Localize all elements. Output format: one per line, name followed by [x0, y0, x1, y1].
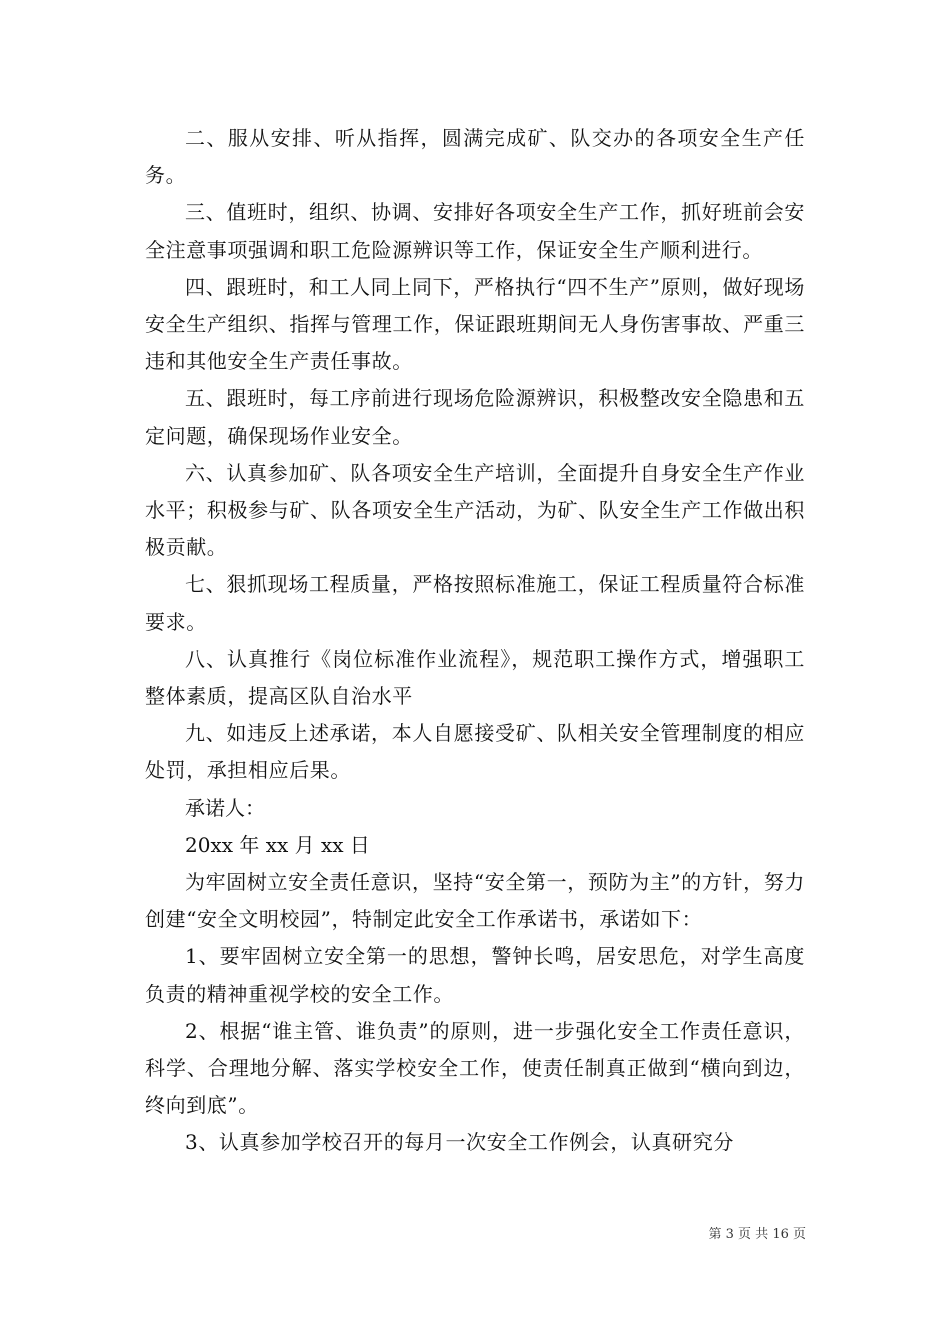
school-pledge-item-3: 3、认真参加学校召开的每月一次安全工作例会，认真研究分 — [185, 1130, 734, 1155]
paragraph-item-8: 八、认真推行《岗位标准作业流程》，规范职工操作方式，增强职工整体素质，提高区队自治水平 — [145, 646, 805, 709]
school-pledge-item-2: 2、根据“谁主管、谁负责”的原则，进一步强化安全工作责任意识，科学、合理地分解、落实学校安全工作，使责任制真正做到“横向到边，终向到底”。 — [145, 1018, 805, 1118]
paragraph-item-7: 七、狠抓现场工程质量，严格按照标准施工，保证工程质量符合标准要求。 — [145, 572, 805, 634]
paragraph-item-5: 五、跟班时，每工序前进行现场危险源辨识，积极整改安全隐患和五定问题，确保现场作业安全。 — [145, 386, 805, 448]
paragraph-item-2: 二、服从安排、听从指挥，圆满完成矿、队交办的各项安全生产任务。 — [145, 126, 805, 188]
signature-date: 20xx 年 xx 月 xx 日 — [185, 832, 370, 857]
school-pledge-intro: 为牢固树立安全责任意识，坚持“安全第一，预防为主”的方针，努力创建“安全文明校园”，特制定此安全工作承诺书，承诺如下： — [145, 870, 805, 932]
school-pledge-item-1: 1、要牢固树立安全第一的思想，警钟长鸣，居安思危，对学生高度负责的精神重视学校的安全工作。 — [145, 944, 805, 1006]
paragraph-item-9: 九、如违反上述承诺，本人自愿接受矿、队相关安全管理制度的相应处罚，承担相应后果。 — [145, 721, 805, 783]
paragraph-item-6: 六、认真参加矿、队各项安全生产培训，全面提升自身安全生产作业水平；积极参与矿、队各项安全生产活动，为矿、队安全生产工作做出积极贡献。 — [145, 460, 805, 560]
page-number-footer: 第 3 页 共 16 页 — [708, 1227, 806, 1242]
signer-label: 承诺人： — [185, 795, 265, 820]
paragraph-item-3: 三、值班时，组织、协调、安排好各项安全生产工作，抓好班前会安全注意事项强调和职工危险源辨识等工作，保证安全生产顺利进行。 — [145, 200, 805, 262]
document-body — [145, 120, 805, 1162]
paragraph-item-4: 四、跟班时，和工人同上同下，严格执行“四不生产”原则，做好现场安全生产组织、指挥与管理工作，保证跟班期间无人身伤害事故、严重三违和其他安全生产责任事故。 — [145, 274, 805, 374]
